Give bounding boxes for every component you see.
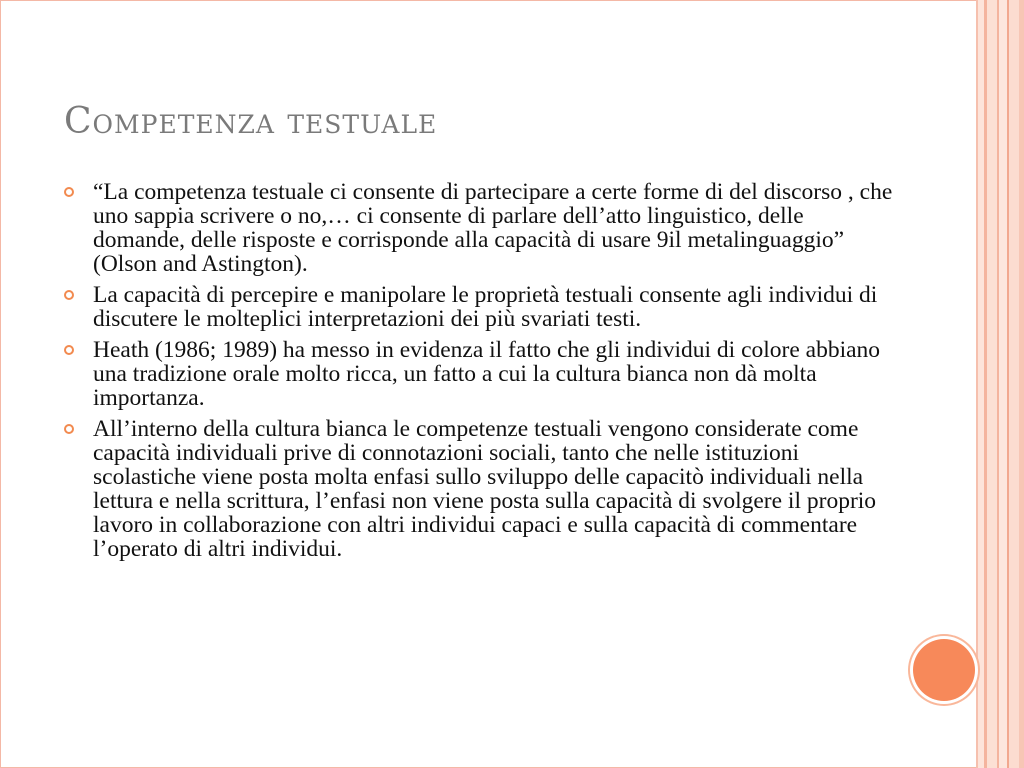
bullet-icon: [64, 187, 74, 197]
bullet-text: “La competenza testuale ci consente di partecipare a certe forme di del discorso , che uno sappia scrivere o no,… ci consente di parlare dell’atto linguistico, delle domande, delle risposte e corrisponde alla capacità di usare 9il metalinguaggio” (Olson and Astington).: [93, 179, 893, 277]
bullet-text: La capacità di percepire e manipolare le proprietà testuali consente agli individui di discutere le molteplici interpretazioni dei più svariati testi.: [93, 282, 878, 332]
stripe: [1019, 0, 1024, 768]
bullet-icon: [64, 290, 74, 300]
stripe: [987, 0, 997, 768]
bullet-item: [64, 180, 894, 276]
bullet-text: All’interno della cultura bianca le competenze testuali vengono considerate come capacità individuali prive di connotazioni sociali, tanto che nelle istituzioni scolastiche viene posta molta enfasi sullo sviluppo delle capacitò individuali nella lettura e nella scrittura, l’enfasi non viene posta sulla capacità di svolgere il proprio lavoro in collaborazione con altri individui capaci e sulla capacità di commentare l’operato di altri individui.: [93, 416, 877, 562]
bullet-item: [64, 338, 894, 410]
bullet-text: Heath (1986; 1989) ha messo in evidenza il fatto che gli individui di colore abbiano una tradizione orale molto ricca, un fatto a cui la cultura bianca non dà molta importanza.: [93, 337, 881, 411]
bullet-icon: [64, 345, 74, 355]
stripe: [1009, 0, 1019, 768]
bullet-icon: [64, 424, 74, 434]
orange-circle-decoration: [913, 639, 975, 701]
frame-top-line: [0, 0, 1024, 1]
right-decorative-stripes: [976, 0, 1024, 768]
bullet-item: [64, 283, 894, 331]
bullet-item: [64, 417, 894, 561]
frame-left-line: [0, 0, 1, 768]
bullet-list: [64, 180, 894, 568]
slide-title: Competenza testuale: [64, 101, 438, 142]
stripe: [999, 0, 1007, 768]
